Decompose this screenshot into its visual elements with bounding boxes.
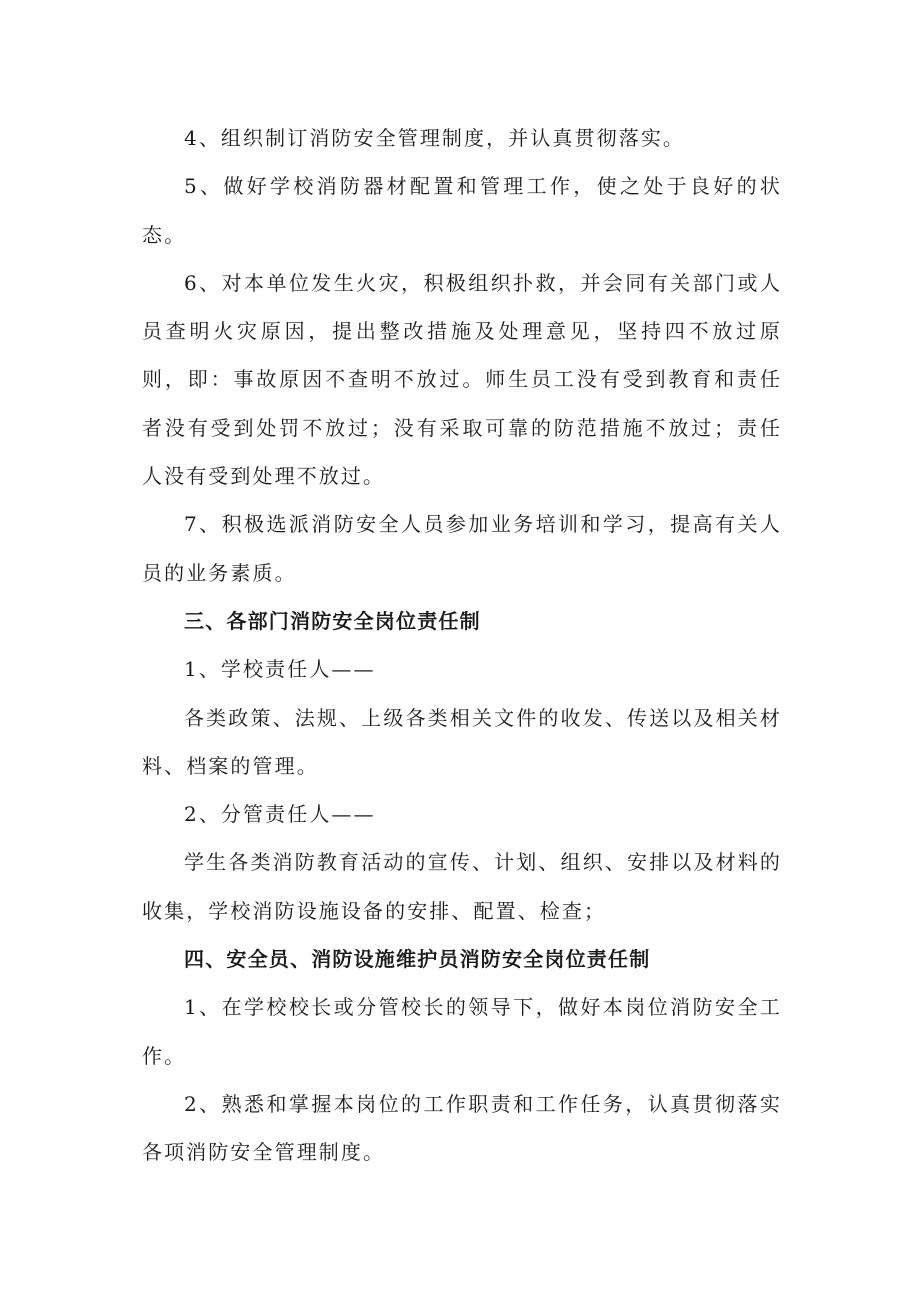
section-heading-3: 三、各部门消防安全岗位责任制 <box>184 608 481 633</box>
paragraph-item-6: 6、对本单位发生火灾，积极组织扑救，并会同有关部门或人员查明火灾原因，提出整改措施及处理意见，坚持四不放过原则，即：事故原因不查明不放过。师生员工没有受到教育和责任者没有受到处罚不放过；没有采取可靠的防范措施不放过；责任人没有受到处理不放过。 <box>142 270 782 489</box>
paragraph-item-4: 4、组织制订消防安全管理制度，并认真贯彻落实。 <box>184 126 686 150</box>
paragraph-deputy-responsible-duties: 学生各类消防教育活动的宣传、计划、组织、安排以及材料的收集，学校消防设施设备的安排、配置、检查； <box>142 850 782 923</box>
paragraph-item-5: 5、做好学校消防器材配置和管理工作，使之处于良好的状态。 <box>142 174 782 247</box>
section-heading-4: 四、安全员、消防设施维护员消防安全岗位责任制 <box>184 947 651 972</box>
paragraph-school-responsible-duties: 各类政策、法规、上级各类相关文件的收发、传送以及相关材料、档案的管理。 <box>142 705 782 778</box>
paragraph-item-7: 7、积极选派消防安全人员参加业务培训和学习，提高有关人员的业务素质。 <box>142 512 782 585</box>
document-body <box>142 114 782 1177</box>
subheading-school-responsible: 1、学校责任人—— <box>184 657 376 682</box>
paragraph-safety-officer-2: 2、熟悉和掌握本岗位的工作职责和工作任务，认真贯彻落实各项消防安全管理制度。 <box>142 1091 782 1165</box>
subheading-deputy-responsible: 2、分管责任人—— <box>184 802 376 827</box>
paragraph-safety-officer-1: 1、在学校校长或分管校长的领导下，做好本岗位消防安全工作。 <box>142 995 782 1068</box>
